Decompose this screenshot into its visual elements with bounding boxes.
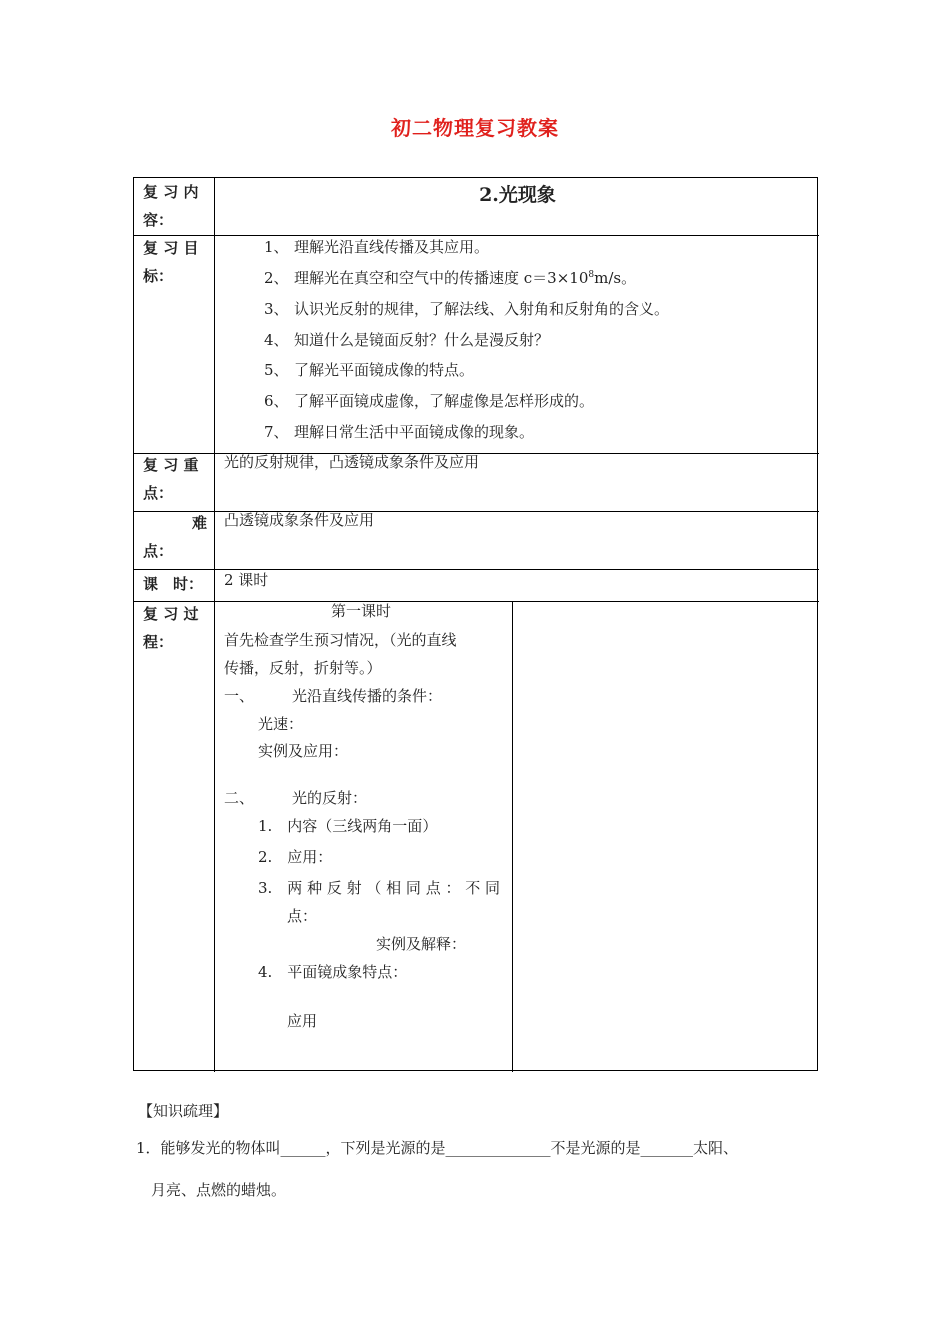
objective-item: 1、 理解光沿直线传播及其应用。 [264, 238, 490, 256]
objective-item: 7、 理解日常生活中平面镜成像的现象。 [264, 423, 535, 441]
process-intro: 传播，反射，折射等。） [224, 659, 382, 677]
list-item-continued: 点： [287, 907, 318, 925]
list-item-continued: 应用 [287, 1012, 318, 1030]
list-item: 2. 应用： [258, 848, 333, 866]
lesson-plan-table [133, 177, 818, 1071]
list-item: 4. 平面镜成象特点： [258, 963, 408, 981]
question-1-continued: 月亮、点燃的蜡烛。 [151, 1181, 287, 1199]
difficulty-label: 难 点： [143, 514, 207, 560]
content-value: 2.光现象 [479, 184, 556, 206]
objective-item: 6、 了解平面镜成虚像，了解虚像是怎样形成的。 [264, 392, 595, 410]
section-item: 实例及应用： [258, 742, 349, 760]
section-number: 二、 [224, 789, 255, 807]
objective-item: 2、 理解光在真空和空气中的传播速度 $c=3\times 10^8m/s$。 [264, 269, 637, 287]
section-title: 光沿直线传播的条件： [292, 687, 443, 705]
knowledge-heading: 【知识疏理】 [138, 1102, 229, 1120]
lesson-heading: 第一课时 [331, 602, 392, 620]
document-title: 初二物理复习教案 [391, 116, 559, 140]
objectives-label: 复 习 目 标： [143, 239, 199, 285]
list-item-continued: 实例及解释： [376, 935, 467, 953]
section-title: 光的反射： [292, 789, 368, 807]
section-item: 光速： [258, 715, 304, 733]
difficulty-value: 凸透镜成象条件及应用 [224, 511, 375, 529]
hours-label: 课 时： [143, 575, 204, 593]
process-intro: 首先检查学生预习情况，（光的直线 [224, 631, 457, 649]
objective-item: 3、 认识光反射的规律，了解法线、入射角和反射角的含义。 [264, 300, 670, 318]
objective-item: 5、 了解光平面镜成像的特点。 [264, 361, 475, 379]
question-1: 1．能够发光的物体叫______，下列是光源的是______________不是光源的是_______太阳、 [136, 1139, 739, 1157]
objective-item: 4、 知道什么是镜面反射？什么是漫反射？ [264, 331, 550, 349]
key-points-label: 复 习 重 点： [143, 456, 199, 502]
process-label: 复 习 过 程： [143, 605, 199, 651]
list-item: 1. 内容（三线两角一面） [258, 817, 438, 835]
notes-cell [513, 602, 818, 1071]
key-points-value: 光的反射规律，凸透镜成象条件及应用 [224, 453, 480, 471]
list-item: 3. 两 种 反 射 （ 相 同 点 ： 不 同 [258, 879, 500, 897]
hours-value: 2 课时 [224, 571, 269, 589]
section-number: 一、 [224, 687, 255, 705]
column-divider [214, 178, 215, 1072]
content-label: 复 习 内 容： [143, 183, 199, 229]
